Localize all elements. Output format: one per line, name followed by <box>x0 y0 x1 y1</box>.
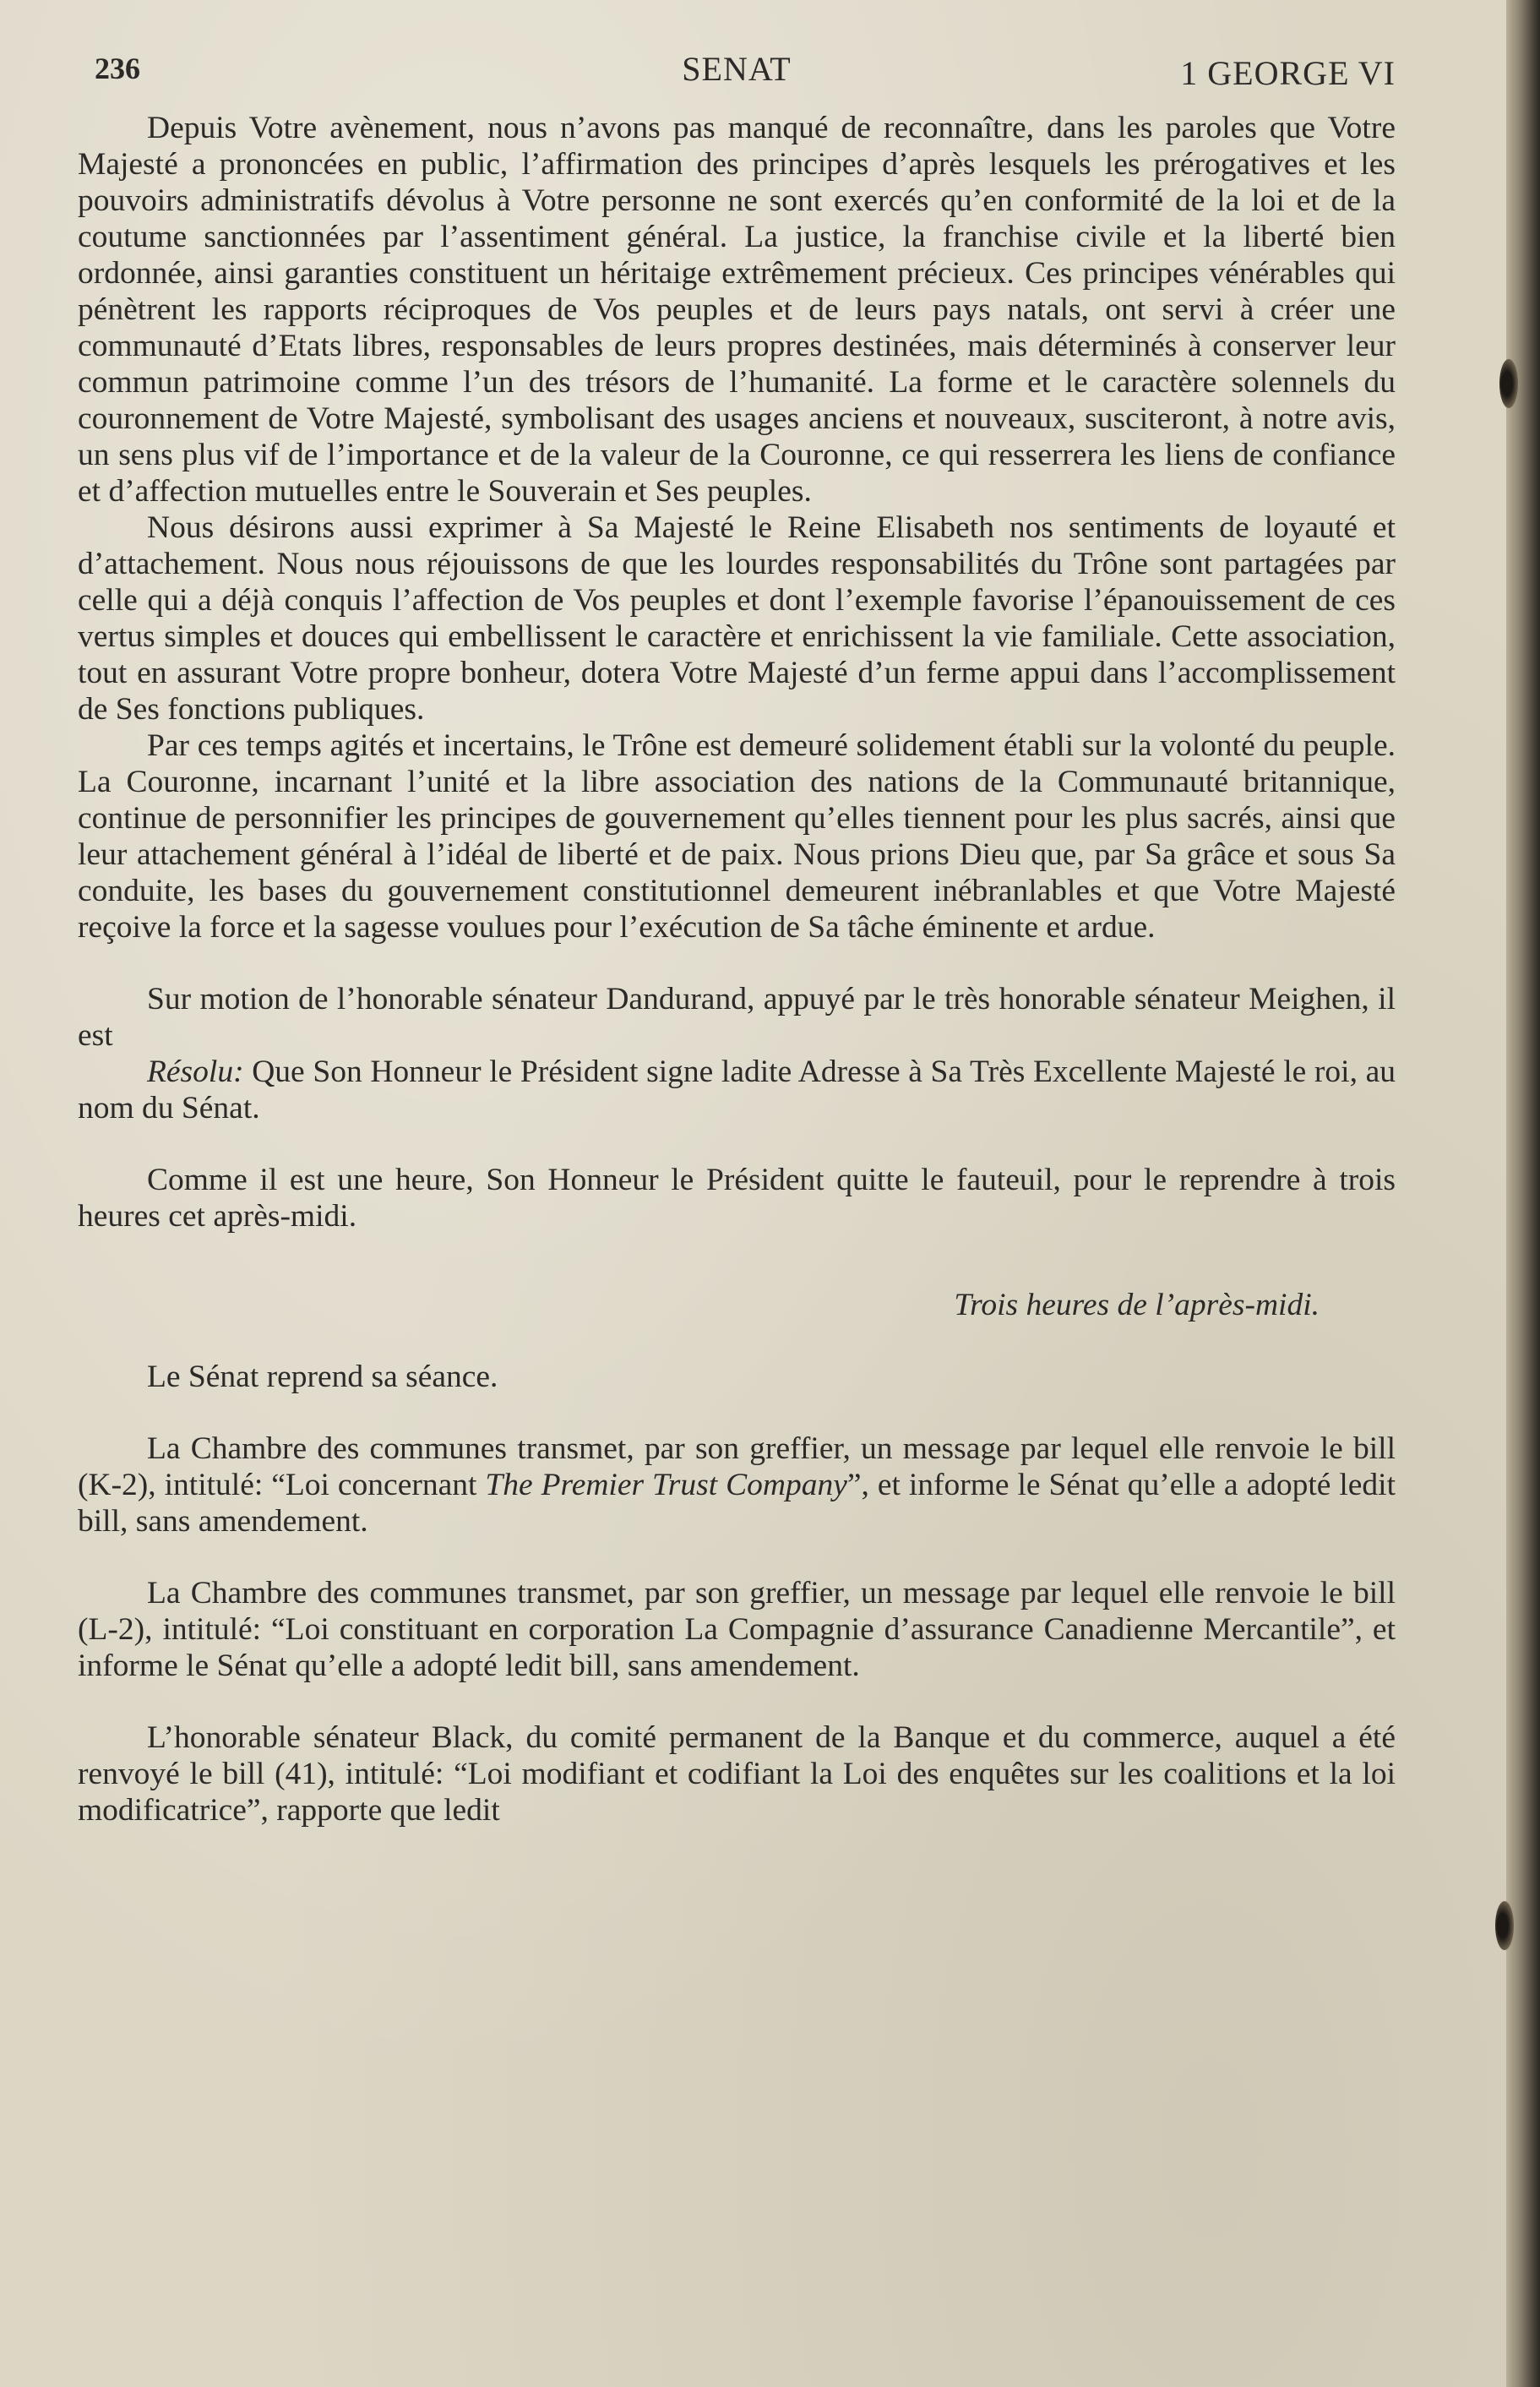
resolu-label: Résolu: <box>147 1055 244 1089</box>
paragraph-address-2: Nous désirons aussi exprimer à Sa Majesté le Reine Elisabeth nos sentiments de loyauté et d’attachement. Nous nous réjouissons de que les lourdes responsabilités du Trône sont partagées par celle qui a déjà conquis l’affection de Vos peuples et dont l’exemple favorise l’épanouissement de ces vertus simples et douces qui embellissent le caractère et enrichissent la vie familiale. Cette association, tout en assurant Votre propre bonheur, dotera Votre Majesté d’un ferme appui dans l’accomplissement de Ses fonctions publiques. <box>78 510 1396 727</box>
paragraph-resolution <box>78 1054 1396 1126</box>
paragraph-message-2: La Chambre des communes transmet, par son greffier, un message par lequel elle renvoie le bill (L-2), intitulé: “Loi constituant en corporation La Compagnie d’assurance Canadienne Mercantile”, et informe le Sénat qu’elle a adopté ledit bill, sans amendement. <box>78 1576 1396 1683</box>
header-right-title: 1 GEORGE VI <box>1180 54 1396 92</box>
binding-hole-bottom <box>1495 1901 1514 1950</box>
page-text <box>78 51 1396 1828</box>
paragraph-resume: Le Sénat reprend sa séance. <box>147 1360 498 1394</box>
message-1-start: La Chambre des communes transmet, par son greffier, un message par lequel elle renvoie le bill (K-2), intitulé: “Loi concernant <box>78 1431 1396 1502</box>
header-center-title: SENAT <box>682 50 792 88</box>
paragraph-recess: Comme il est une heure, Son Honneur le Président quitte le fauteuil, pour le reprendre à trois heures cet après-midi. <box>78 1163 1396 1234</box>
paragraph-committee-report: L’honorable sénateur Black, du comité permanent de la Banque et du commerce, auquel a été renvoyé le bill (41), intitulé: “Loi modifiant et codifiant la Loi des enquêtes sur les coalitions et la loi modificatrice”, rapporte que ledit <box>78 1720 1396 1828</box>
page-number: 236 <box>95 52 140 85</box>
message-1-end: ”, et informe le Sénat qu’elle a adopté ledit bill, sans amendement. <box>78 1468 1396 1539</box>
running-head <box>78 51 1396 110</box>
time-heading: Trois heures de l’après-midi. <box>954 1288 1320 1322</box>
paragraph-address-1: Depuis Votre avènement, nous n’avons pas manqué de reconnaître, dans les paroles que Votre Majesté a prononcées en public, l’affirmation des principes d’après lesquels les prérogatives et les pouvoirs administratifs dévolus à Votre personne ne sont exercés qu’en conformité de la loi et de la coutume sanctionnées par l’assentiment général. La justice, la franchise civile et la liberté bien ordonnée, ainsi garanties constituent un héritaige extrêmement précieux. Ces principes vénérables qui pénètrent les rapports réciproques de Vos peuples et de leurs pays natals, ont servi à créer une communauté d’Etats libres, responsables de leurs propres destinées, mais déterminés à conserver leur commun patrimoine comme l’un des trésors de l’humanité. La forme et le caractère solennels du couronnement de Votre Majesté, symbolisant des usages anciens et nouveaux, susciteront, à notre avis, un sens plus vif de l’importance et de la valeur de la Couronne, ce qui resserrera les liens de confiance et d’affection mutuelles entre le Souverain et Ses peuples. <box>78 111 1396 509</box>
binding-gutter <box>1506 0 1540 2387</box>
binding-hole-top <box>1499 359 1518 408</box>
resolu-text: Que Son Honneur le Président signe ladite Adresse à Sa Très Excellente Majesté le roi, au nom du Sénat. <box>78 1055 1396 1125</box>
message-1-company: The Premier Trust Company <box>485 1468 847 1502</box>
paragraph-address-3: Par ces temps agités et incertains, le Trône est demeuré solidement établi sur la volonté du peuple. La Couronne, incarnant l’unité et la libre association des nations de la Communauté britannique, continue de personnifier les principes de gouvernement qu’elles tiennent pour les plus sacrés, ainsi que leur attachement général à l’idéal de liberté et de paix. Nous prions Dieu que, par Sa grâce et sous Sa conduite, les bases du gouvernement constitutionnel demeurent inébranlables et que Votre Majesté reçoive la force et la sagesse voulues pour l’exécution de Sa tâche éminente et ardue. <box>78 728 1396 945</box>
paragraph-message-1 <box>78 1431 1396 1540</box>
paragraph-motion: Sur motion de l’honorable sénateur Dandurand, appuyé par le très honorable sénateur Meighen, il est <box>78 982 1396 1053</box>
